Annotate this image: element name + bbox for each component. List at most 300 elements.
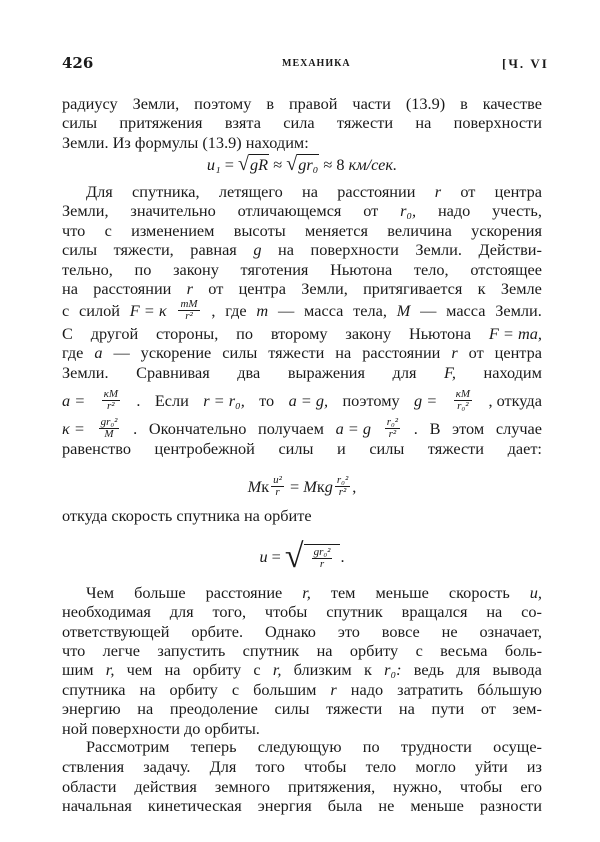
word: изменением [131,221,215,240]
word: — [113,343,130,362]
text-line [62,699,542,719]
word: по [362,737,380,756]
word: в [460,94,468,113]
fraction [102,389,120,412]
formula-line [62,540,542,574]
word: ведь [413,660,445,679]
word: могло [415,757,456,776]
math-symbol: M [396,300,411,320]
word: на [278,240,294,259]
word: масса [304,300,344,320]
word: Земли. Из формулы (13.9) находим: [62,133,309,152]
word: орбиту [192,660,242,679]
word: чтобы [304,757,347,776]
radicand [304,544,341,570]
word: тяжести, [113,240,174,259]
word: Ньютона [408,324,472,343]
word: разности [479,796,542,815]
text-line [86,182,542,202]
text-line [62,506,542,526]
word: уйти [474,757,508,776]
radical-sign: √ [238,153,250,175]
word: Земли. [415,240,462,259]
word: поверхности [453,113,542,132]
word: на [415,113,432,132]
word: равенство [62,439,131,458]
word: большим [253,680,317,699]
word: для [169,602,194,621]
math-symbol: r [434,182,442,201]
math-symbol: a = [62,390,86,410]
word: и [337,439,346,458]
word: с [415,641,423,660]
word: что [62,221,86,240]
word: . [136,390,141,410]
word: Если [154,390,189,410]
word: с [62,300,70,320]
denominator: r² [338,486,347,498]
word: Рассмотрим [86,737,170,756]
word: Действи- [478,240,542,259]
word: Земли, [62,201,109,220]
word: поэтому [194,94,252,113]
text-line [62,660,542,680]
word: от [460,182,476,201]
text-line [62,439,542,459]
numerator: r₀² [386,416,399,428]
word: качестве [482,94,542,113]
word: Земли. [62,363,109,382]
word: на [139,680,156,699]
math-symbol: M [303,476,317,496]
text-line [62,343,542,363]
word: орбиту [349,641,399,660]
text-line [62,680,542,700]
denominator: r₀² [457,400,469,412]
word: силы [62,113,98,132]
math-symbol: u [259,547,268,566]
word: от [468,343,484,362]
word: этом [452,418,485,438]
word: надо [437,201,471,220]
word: близким [293,660,352,679]
word: Для [209,757,237,776]
word: пути [431,699,465,718]
word: области [62,777,117,796]
word: шим [62,660,94,679]
math-symbol: r = r₀, [203,390,245,410]
word: начальная [62,796,132,815]
word: тело [365,757,397,776]
fraction [99,417,120,440]
word: ≈ [269,154,287,174]
word: притягивается [363,279,463,298]
word: тела, [353,300,387,320]
word: по [236,324,253,343]
word: равная [190,240,237,259]
word: тельно, [62,260,113,279]
word: на [302,182,318,201]
word: спутник [326,602,383,621]
word: на [137,699,154,718]
word: , откуда [488,390,542,410]
word: не [441,622,458,641]
word: выражения [287,363,365,382]
math-symbol: r [330,680,337,699]
word: то [259,390,275,410]
word: от [363,201,379,220]
word: находим [483,363,542,382]
word: дает: [507,439,542,458]
denominator: r [319,558,325,570]
word: силы [274,699,310,718]
word: ной поверхности до орбиты. [62,719,260,738]
math-symbol: M [247,476,262,496]
word: для [392,363,417,382]
text-line [86,583,542,603]
word: чтобы [459,777,503,796]
math-symbol: g = [414,390,438,410]
word: действия [134,777,197,796]
text-line [86,737,542,757]
word: от [208,279,224,298]
denominator: r² [185,310,193,322]
word: В [429,418,441,438]
math-symbol: κ = [62,418,85,438]
word: осуще- [493,737,542,756]
word: бóльшую [477,680,542,699]
word: высоты [233,221,286,240]
word: случае [495,418,542,438]
math-symbol: F = ma, [488,324,542,343]
word: = [220,154,239,174]
word: вовсе [381,622,420,641]
word: кинетическая [147,796,242,815]
word: . [340,547,345,566]
word: тем [330,583,356,602]
word: центра [494,343,542,362]
page-number: 426 [62,54,94,72]
word: где [225,300,247,320]
word: теперь [190,737,237,756]
word: вывода [492,660,542,679]
word: тяжести [427,439,485,458]
word: по [134,260,152,279]
math-symbol: км/сек. [348,154,398,174]
word: на [398,699,415,718]
word: того, [212,602,247,621]
word: орбиту [169,680,218,699]
math-symbol: a [94,343,103,362]
word: вращался [401,602,468,621]
word: отличающемся [237,201,342,220]
numerator: mM [180,298,198,310]
word: не [378,796,395,815]
word: значительно [130,201,216,220]
word: нужно, [393,777,442,796]
numerator: κM [455,388,471,400]
chapter-label: [Ч. VI [502,56,549,71]
numerator: u² [273,474,282,486]
numerator: gr₀² [313,546,331,558]
word: тело, [413,260,449,279]
math-symbol: g [324,476,333,496]
word: на [335,343,352,362]
word: притяжения [119,113,203,132]
word: Окончательно [148,418,247,438]
word: закону [345,324,392,343]
numerator: κM [103,388,119,400]
word: Сравнивая [136,363,210,382]
text-line [62,719,542,739]
word: притяжения, [288,777,376,796]
word: следующую [257,737,342,756]
word: два [237,363,261,382]
word: второму [270,324,328,343]
word: (13.9) [405,94,446,113]
numerator: r₀² [336,474,349,486]
word: тяжести [326,699,383,718]
denominator: r [275,486,280,498]
fraction [335,475,350,498]
word: взята [224,113,261,132]
math-symbol: u, [529,583,542,602]
word: другой [90,324,139,343]
word: земного [214,777,271,796]
text-line [62,133,542,153]
word: преодоление [169,699,258,718]
text-line [62,299,542,322]
word: центра [494,182,542,201]
word: зем- [512,699,542,718]
fraction [385,417,400,440]
word: Земли, [132,94,180,113]
word: отстоящее [470,260,542,279]
word: боль- [504,641,542,660]
formula-line [62,154,542,175]
math-symbol: F, [444,363,456,382]
text-line [62,221,542,241]
word: от [480,699,496,718]
radicand: gr₀ [298,155,319,174]
word: со- [521,602,542,621]
word: на [486,602,503,621]
word: закону [173,260,219,279]
word: к [261,476,270,496]
word: из [526,757,542,776]
word: тяжести [336,113,394,132]
text-line [62,602,542,622]
math-symbol: r₀, [400,201,417,220]
word: для [456,660,481,679]
word: запустить [157,641,226,660]
text-line [62,324,542,344]
word: с [231,680,240,699]
radical-sign: √ [284,538,304,575]
fraction [271,475,284,498]
word: правой [288,94,338,113]
text-line [62,113,542,133]
word: скорость [448,583,510,602]
word: на [316,641,333,660]
word: ≈ 8 [319,154,349,174]
word: силы [369,439,405,458]
word: задачу. [143,757,191,776]
math-symbol: r, [272,660,282,679]
square-root [238,154,269,175]
text-line [62,201,542,221]
word: расстоянии [93,279,172,298]
text-line [62,777,542,797]
fraction [454,389,472,412]
word: чем [126,660,153,679]
word: Однако [264,622,316,641]
radicand: gR [250,155,269,174]
math-symbol: F = κ [129,300,167,320]
text-line [62,240,542,260]
numerator: gr₀² [100,416,118,428]
word: С [62,324,73,343]
word: того [255,757,285,776]
word: весьма [440,641,488,660]
fraction [178,299,199,322]
word: расстоянии [362,343,441,362]
word: поэтому [342,390,400,410]
word: трудности [400,737,472,756]
text-line [62,796,542,816]
denominator: M [104,428,114,440]
word: затратить [397,680,464,699]
word: его [520,777,542,796]
word: на [62,279,78,298]
word: получаем [258,418,324,438]
word: силы [278,439,314,458]
word: меньше [375,583,429,602]
word: сила [283,113,315,132]
fraction [312,547,333,570]
word: силы [62,240,98,259]
text-line [62,757,542,777]
word: на [164,660,181,679]
square-root [285,540,341,574]
word: Земли. [495,300,542,320]
word: тяжести [268,343,325,362]
word: расстояние [205,583,283,602]
word: больше [134,583,186,602]
word: спутник [242,641,300,660]
math-symbol: m [256,300,269,320]
math-symbol: r₀: [384,660,402,679]
word: ускорения [471,221,542,240]
word: Земле [500,279,542,298]
word: ствления [62,757,125,776]
word: к [477,279,486,298]
text-line [62,417,542,440]
denominator: r² [107,400,115,412]
text-line [62,94,542,114]
text-line [62,622,542,642]
word: Чем [86,583,115,602]
word: центра [238,279,286,298]
word: расстоянии [337,182,416,201]
word: ответствующей [62,622,170,641]
word: легче [102,641,141,660]
word: части [352,94,391,113]
word: силы [222,343,258,362]
running-title: МЕХАНИКА [282,58,351,69]
word: — [277,300,295,320]
word: стороны, [156,324,219,343]
text-line [62,641,542,661]
word: летящего [218,182,283,201]
word: необходимая [62,602,151,621]
word: центробежной [154,439,255,458]
math-symbol: r [451,343,458,362]
word: это [337,622,360,641]
word: поверхности [310,240,399,259]
word: энергию [62,699,121,718]
square-root [286,154,319,175]
word: означает, [479,622,542,641]
word: что [62,641,86,660]
word: энергия [257,796,312,815]
word: — [420,300,437,320]
word: спутника [62,680,126,699]
word: Для [86,182,113,201]
word: Ньютона [330,260,393,279]
word: , [352,476,357,496]
word: величина [387,221,452,240]
text-line [62,389,542,412]
math-symbol: r, [302,583,311,602]
word: = [285,476,304,496]
math-symbol: r, [105,660,115,679]
word: = [267,547,285,566]
word: . [413,418,418,438]
word: надо [350,680,384,699]
word: силой [79,300,120,320]
math-symbol: r [186,279,194,298]
word: радиусу [62,94,118,113]
word: ускорение [140,343,212,362]
word: меняется [304,221,368,240]
text-line [62,279,542,299]
word: учесть, [492,201,542,220]
word: . [133,418,138,438]
word: тяготения [240,260,309,279]
word: где [62,343,84,362]
math-symbol: g [253,240,262,259]
text-line [62,260,542,280]
word: чтобы [264,602,308,621]
denominator: r² [388,428,397,440]
radical-sign: √ [286,153,298,175]
word: меньше [410,796,464,815]
math-symbol: a = g [335,418,372,438]
formula-line [62,475,542,498]
word: в [266,94,274,113]
word: с [104,221,112,240]
word: была [327,796,363,815]
text-line [62,363,542,383]
word: , [211,300,216,320]
word: к [316,476,325,496]
math-symbol: u₁ [206,154,221,174]
word: масса [446,300,486,320]
word: Земли, [301,279,348,298]
math-symbol: a = g, [288,390,329,410]
word: откуда скорость спутника на орбите [62,506,312,525]
